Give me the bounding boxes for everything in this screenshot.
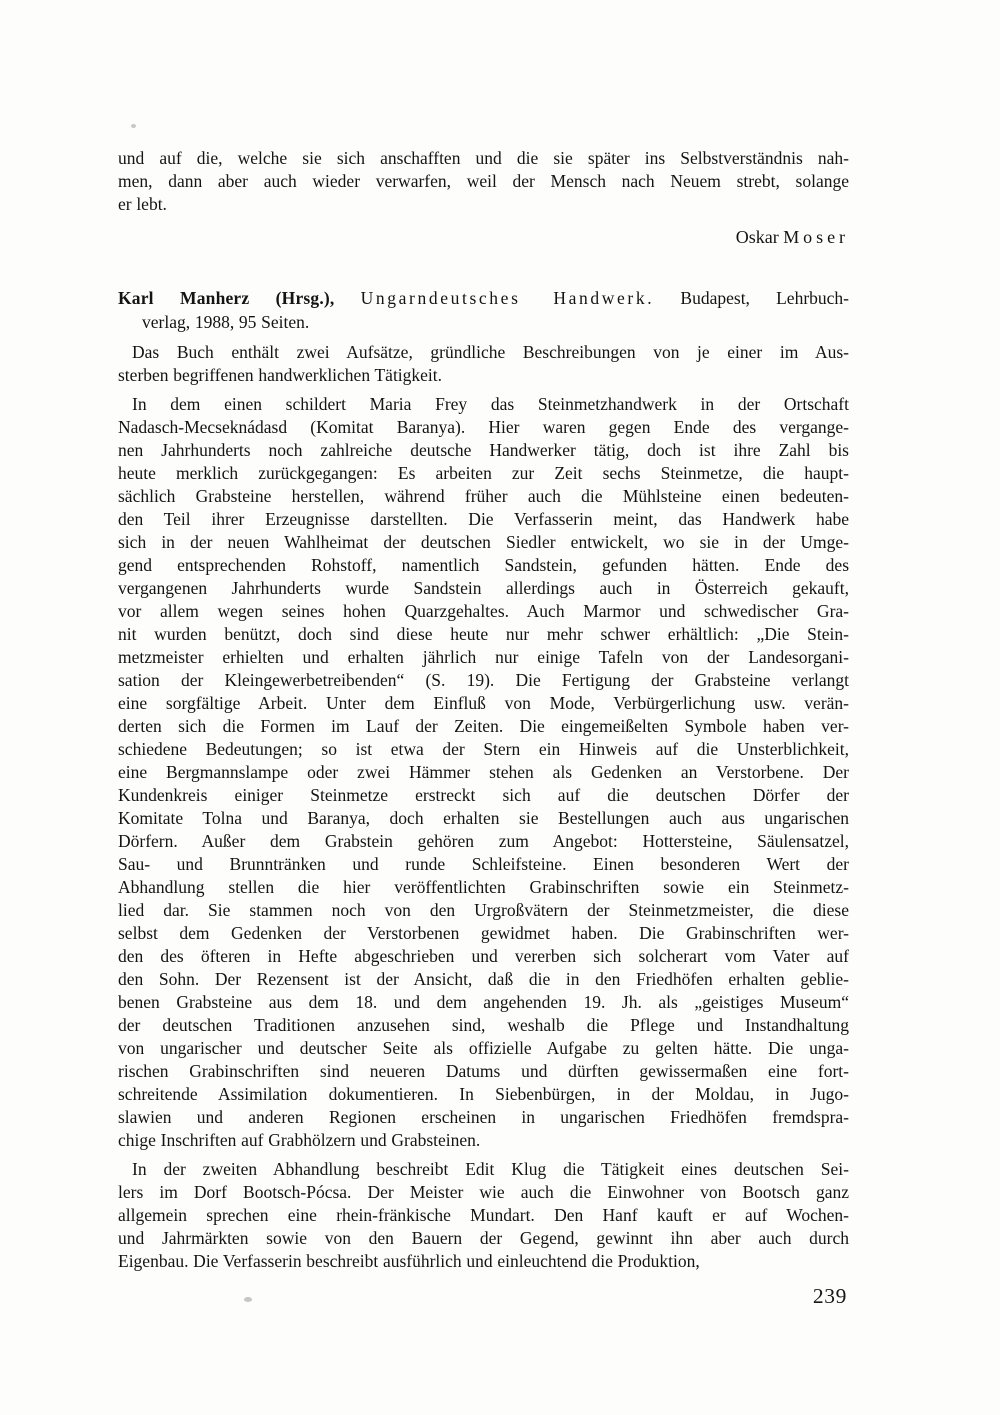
text-line: und Jahrmärkten sowie von den Bauern der Gegend, gewinnt ihn aber auch durch — [118, 1228, 849, 1248]
text-line: Dörfern. Außer dem Grabstein gehören zum Angebot: Hottersteine, Säulensatzel, — [118, 831, 849, 851]
citation-second-line: verlag, 1988, 95 Seiten. — [142, 312, 310, 332]
reviewer-last-name: Moser — [783, 227, 849, 247]
text-line: In der zweiten Abhandlung beschreibt Edit Klug die Tätigkeit eines deutschen Sei- — [132, 1159, 849, 1179]
text-line: slawien und anderen Regionen erscheinen in ungarischen Friedhöfen fremdspra- — [118, 1107, 849, 1127]
book-citation — [118, 286, 849, 334]
text-line: den Teil ihrer Erzeugnisse darstellten. Die Verfasserin meint, das Handwerk habe — [118, 509, 849, 529]
text-line: nen Jahrhunderts noch zahlreiche deutsche Handwerker tätig, doch ist ihre Zahl bis — [118, 440, 849, 460]
text-line: der deutschen Traditionen anzusehen sind, weshalb die Pflege und Instandhaltung — [118, 1015, 849, 1035]
text-line: lied dar. Sie stammen noch von den Urgroßvätern der Steinmetzmeister, die diese — [118, 900, 849, 920]
text-line: und auf die, welche sie sich anschafften und die sie später ins Selbstverständnis nah- — [118, 148, 849, 168]
text-line: Sau- und Brunntränken und runde Schleifsteine. Einen besonderen Wert der — [118, 854, 849, 874]
text-line: sation der Kleingewerbetreibenden“ (S. 19). Die Fertigung der Grabsteine verlangt — [118, 670, 849, 690]
text-line: sächlich Grabsteine herstellen, während früher auch die Mühlsteine einen bedeuten- — [118, 486, 849, 506]
citation-first-line — [118, 286, 849, 310]
text-line: eine sorgfältige Arbeit. Unter dem Einfluß von Mode, Verbürgerlichung usw. verän- — [118, 693, 849, 713]
text-line: metzmeister erhielten und erhalten jährlich nur einige Tafeln von der Landesorgani- — [118, 647, 849, 667]
citation-book-title: Ungarndeutsches Handwerk. — [360, 288, 655, 308]
text-line: gend entsprechenden Rohstoff, namentlich Sandstein, gefunden hätten. Ende des — [118, 555, 849, 575]
text-block — [118, 147, 849, 1273]
text-line: sich in der neuen Wahlheimat der deutschen Siedler entwickelt, wo sie in der Umge- — [118, 532, 849, 552]
text-line: benen Grabsteine aus dem 18. und dem angehenden 19. Jh. als „geistiges Museum“ — [118, 992, 849, 1012]
scan-speck — [244, 1297, 252, 1302]
text-line: vergangenen Jahrhunderts wurde Sandstein allerdings auch in Österreich gekauft, — [118, 578, 849, 598]
second-essay-paragraph — [118, 1158, 849, 1273]
text-line: selbst dem Gedenken der Verstorbenen gewidmet haben. Die Grabinschriften wer- — [118, 923, 849, 943]
continuation-paragraph — [118, 147, 849, 216]
text-line: Abhandlung stellen die hier veröffentlichten Grabinschriften sowie ein Steinmetz- — [118, 877, 849, 897]
text-line: nit wurden benützt, doch sind diese heute nur mehr schwer erhältlich: „Die Stein- — [118, 624, 849, 644]
text-line: sterben begriffenen handwerklichen Tätigkeit. — [118, 365, 443, 385]
text-line: schreitende Assimilation dokumentieren. In Siebenbürgen, in der Moldau, in Jugo- — [118, 1084, 849, 1104]
text-line: allgemein sprechen eine rhein-fränkische Mundart. Den Hanf kauft er auf Wochen- — [118, 1205, 849, 1225]
text-line: eine Bergmannslampe oder zwei Hämmer stehen als Gedenken an Verstorbene. Der — [118, 762, 849, 782]
text-line: chige Inschriften auf Grabhölzern und Grabsteinen. — [118, 1130, 481, 1150]
text-line: schiedene Bedeutungen; so ist etwa der Stern ein Hinweis auf die Unsterblichkeit, — [118, 739, 849, 759]
text-line: rischen Grabinschriften sind neueren Datums und dürften gewissermaßen eine fort- — [118, 1061, 849, 1081]
text-line: Komitate Tolna und Baranya, doch erhalten sie Bestellungen auch aus ungarischen — [118, 808, 849, 828]
text-line: lers im Dorf Bootsch-Pócsa. Der Meister wie auch die Einwohner von Bootsch ganz — [118, 1182, 849, 1202]
first-essay-paragraph — [118, 393, 849, 1152]
text-line: von ungarischer und deutscher Seite als offizielle Aufgabe zu gelten hätte. Die unga- — [118, 1038, 849, 1058]
text-line: Eigenbau. Die Verfasserin beschreibt ausführlich und einleuchtend die Produktion, — [118, 1251, 700, 1271]
text-line: In dem einen schildert Maria Frey das Steinmetzhandwerk in der Ortschaft — [132, 394, 849, 414]
text-line: Das Buch enthält zwei Aufsätze, gründliche Beschreibungen von je einer im Aus- — [132, 342, 849, 362]
citation-publisher: Budapest, Lehrbuch- — [680, 288, 849, 308]
text-line: men, dann aber auch wieder verwarfen, weil der Mensch nach Neuem strebt, solange — [118, 171, 849, 191]
text-line: er lebt. — [118, 194, 167, 214]
text-line: derten sich die Formen im Lauf der Zeiten. Die eingemeißelten Symbole haben ver- — [118, 716, 849, 736]
text-line: den Sohn. Der Rezensent ist der Ansicht, daß die in den Friedhöfen erhalten geblie- — [118, 969, 849, 989]
summary-paragraph — [118, 341, 849, 387]
text-line: Kundenkreis einiger Steinmetze erstreckt sich auf die deutschen Dörfer der — [118, 785, 849, 805]
citation-editor: Karl Manherz (Hrsg.), — [118, 288, 335, 308]
text-line: den des öfteren in Hefte abgeschrieben und vererben sich solcherart vom Vater auf — [118, 946, 849, 966]
scan-speck — [131, 124, 136, 128]
text-line: Nadasch-Mecseknádasd (Komitat Baranya). Hier waren gegen Ende des vergange- — [118, 417, 849, 437]
text-line: heute merklich zurückgegangen: Es arbeiten zur Zeit sechs Steinmetze, die haupt- — [118, 463, 849, 483]
text-line: vor allem wegen seines hohen Quarzgehaltes. Auch Marmor und schwedischer Gra- — [118, 601, 849, 621]
page-number: 239 — [812, 1284, 847, 1308]
reviewer-first-name: Oskar — [735, 227, 779, 247]
reviewer-signature — [118, 226, 849, 249]
